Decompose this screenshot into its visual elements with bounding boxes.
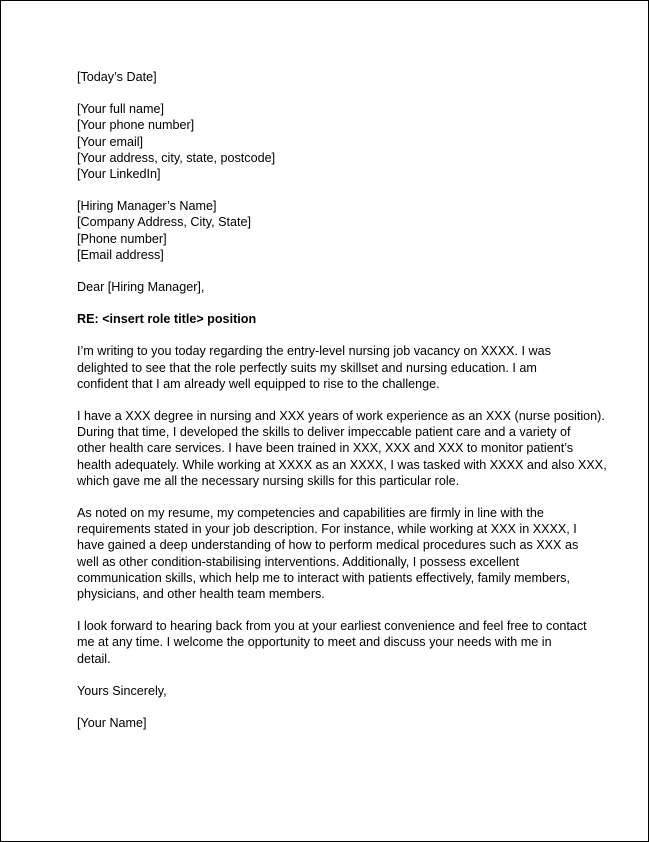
paragraph-line: During that time, I developed the skills to deliver impeccable patient care and a variety of: [77, 425, 571, 440]
paragraph-competencies: [77, 505, 597, 602]
recipient-block: [77, 198, 597, 263]
sender-address: [Your address, city, state, postcode]: [77, 150, 276, 165]
paragraph-line: health adequately. While working at XXXX as an XXXX, I was tasked with XXXX and also XXX,: [77, 457, 607, 472]
paragraph-line: I have a XXX degree in nursing and XXX years of work experience as an XXX (nurse position).: [77, 409, 605, 424]
paragraph-line: physicians, and other health team members.: [77, 587, 325, 602]
sender-name: [Your full name]: [77, 102, 165, 117]
signature-line: [Your Name]: [77, 716, 147, 731]
spacer: [77, 327, 597, 343]
paragraph-line: I’m writing to you today regarding the entry-level nursing job vacancy on XXXX. I was: [77, 344, 551, 359]
salutation: Dear [Hiring Manager],: [77, 280, 205, 295]
paragraph-closing: [77, 618, 597, 667]
paragraph-line: other health care services. I have been trained in XXX, XXX and XXX to monitor patient’s: [77, 441, 574, 456]
sender-phone: [Your phone number]: [77, 118, 195, 133]
paragraph-line: communication skills, which help me to interact with patients effectively, family members,: [77, 570, 570, 585]
spacer: [77, 295, 597, 311]
paragraph-line: I look forward to hearing back from you at your earliest convenience and feel free to contact: [77, 619, 587, 634]
paragraph-line: well as other condition-stabilising interventions. Additionally, I possess excellent: [77, 554, 520, 569]
paragraph-line: confident that I am already well equipped to rise to the challenge.: [77, 376, 440, 391]
letter-body: [77, 69, 607, 731]
paragraph-experience: [77, 408, 607, 489]
paragraph-line: which gave me all the necessary nursing skills for this particular role.: [77, 473, 460, 488]
date-line: [Today’s Date]: [77, 70, 157, 84]
subject-line: RE: <insert role title> position: [77, 312, 257, 327]
paragraph-line: requirements stated in your job description. For instance, while working at XXX in XXXX, I: [77, 522, 577, 537]
paragraph-line: detail.: [77, 651, 111, 666]
recipient-phone: [Phone number]: [77, 231, 167, 246]
paragraph-line: delighted to see that the role perfectly suits my skillset and nursing education. I am: [77, 360, 537, 375]
spacer: [77, 602, 597, 618]
paragraph-intro: [77, 343, 597, 392]
recipient-name: [Hiring Manager’s Name]: [77, 199, 217, 214]
sender-block: [77, 101, 597, 182]
spacer: [77, 392, 597, 408]
paragraph-line: have gained a deep understanding of how to perform medical procedures such as XXX as: [77, 538, 579, 553]
recipient-address: [Company Address, City, State]: [77, 215, 252, 230]
paragraph-line: me at any time. I welcome the opportunity to meet and discuss your needs with me in: [77, 635, 552, 650]
paragraph-line: As noted on my resume, my competencies and capabilities are firmly in line with the: [77, 506, 544, 521]
sender-linkedin: [Your LinkedIn]: [77, 167, 161, 182]
spacer: [77, 699, 597, 715]
spacer: [77, 263, 597, 279]
spacer: [77, 667, 597, 683]
closing-line: Yours Sincerely,: [77, 683, 167, 698]
sender-email: [Your email]: [77, 134, 144, 149]
spacer: [77, 85, 597, 101]
recipient-email: [Email address]: [77, 247, 164, 262]
spacer: [77, 489, 597, 505]
spacer: [77, 182, 597, 198]
